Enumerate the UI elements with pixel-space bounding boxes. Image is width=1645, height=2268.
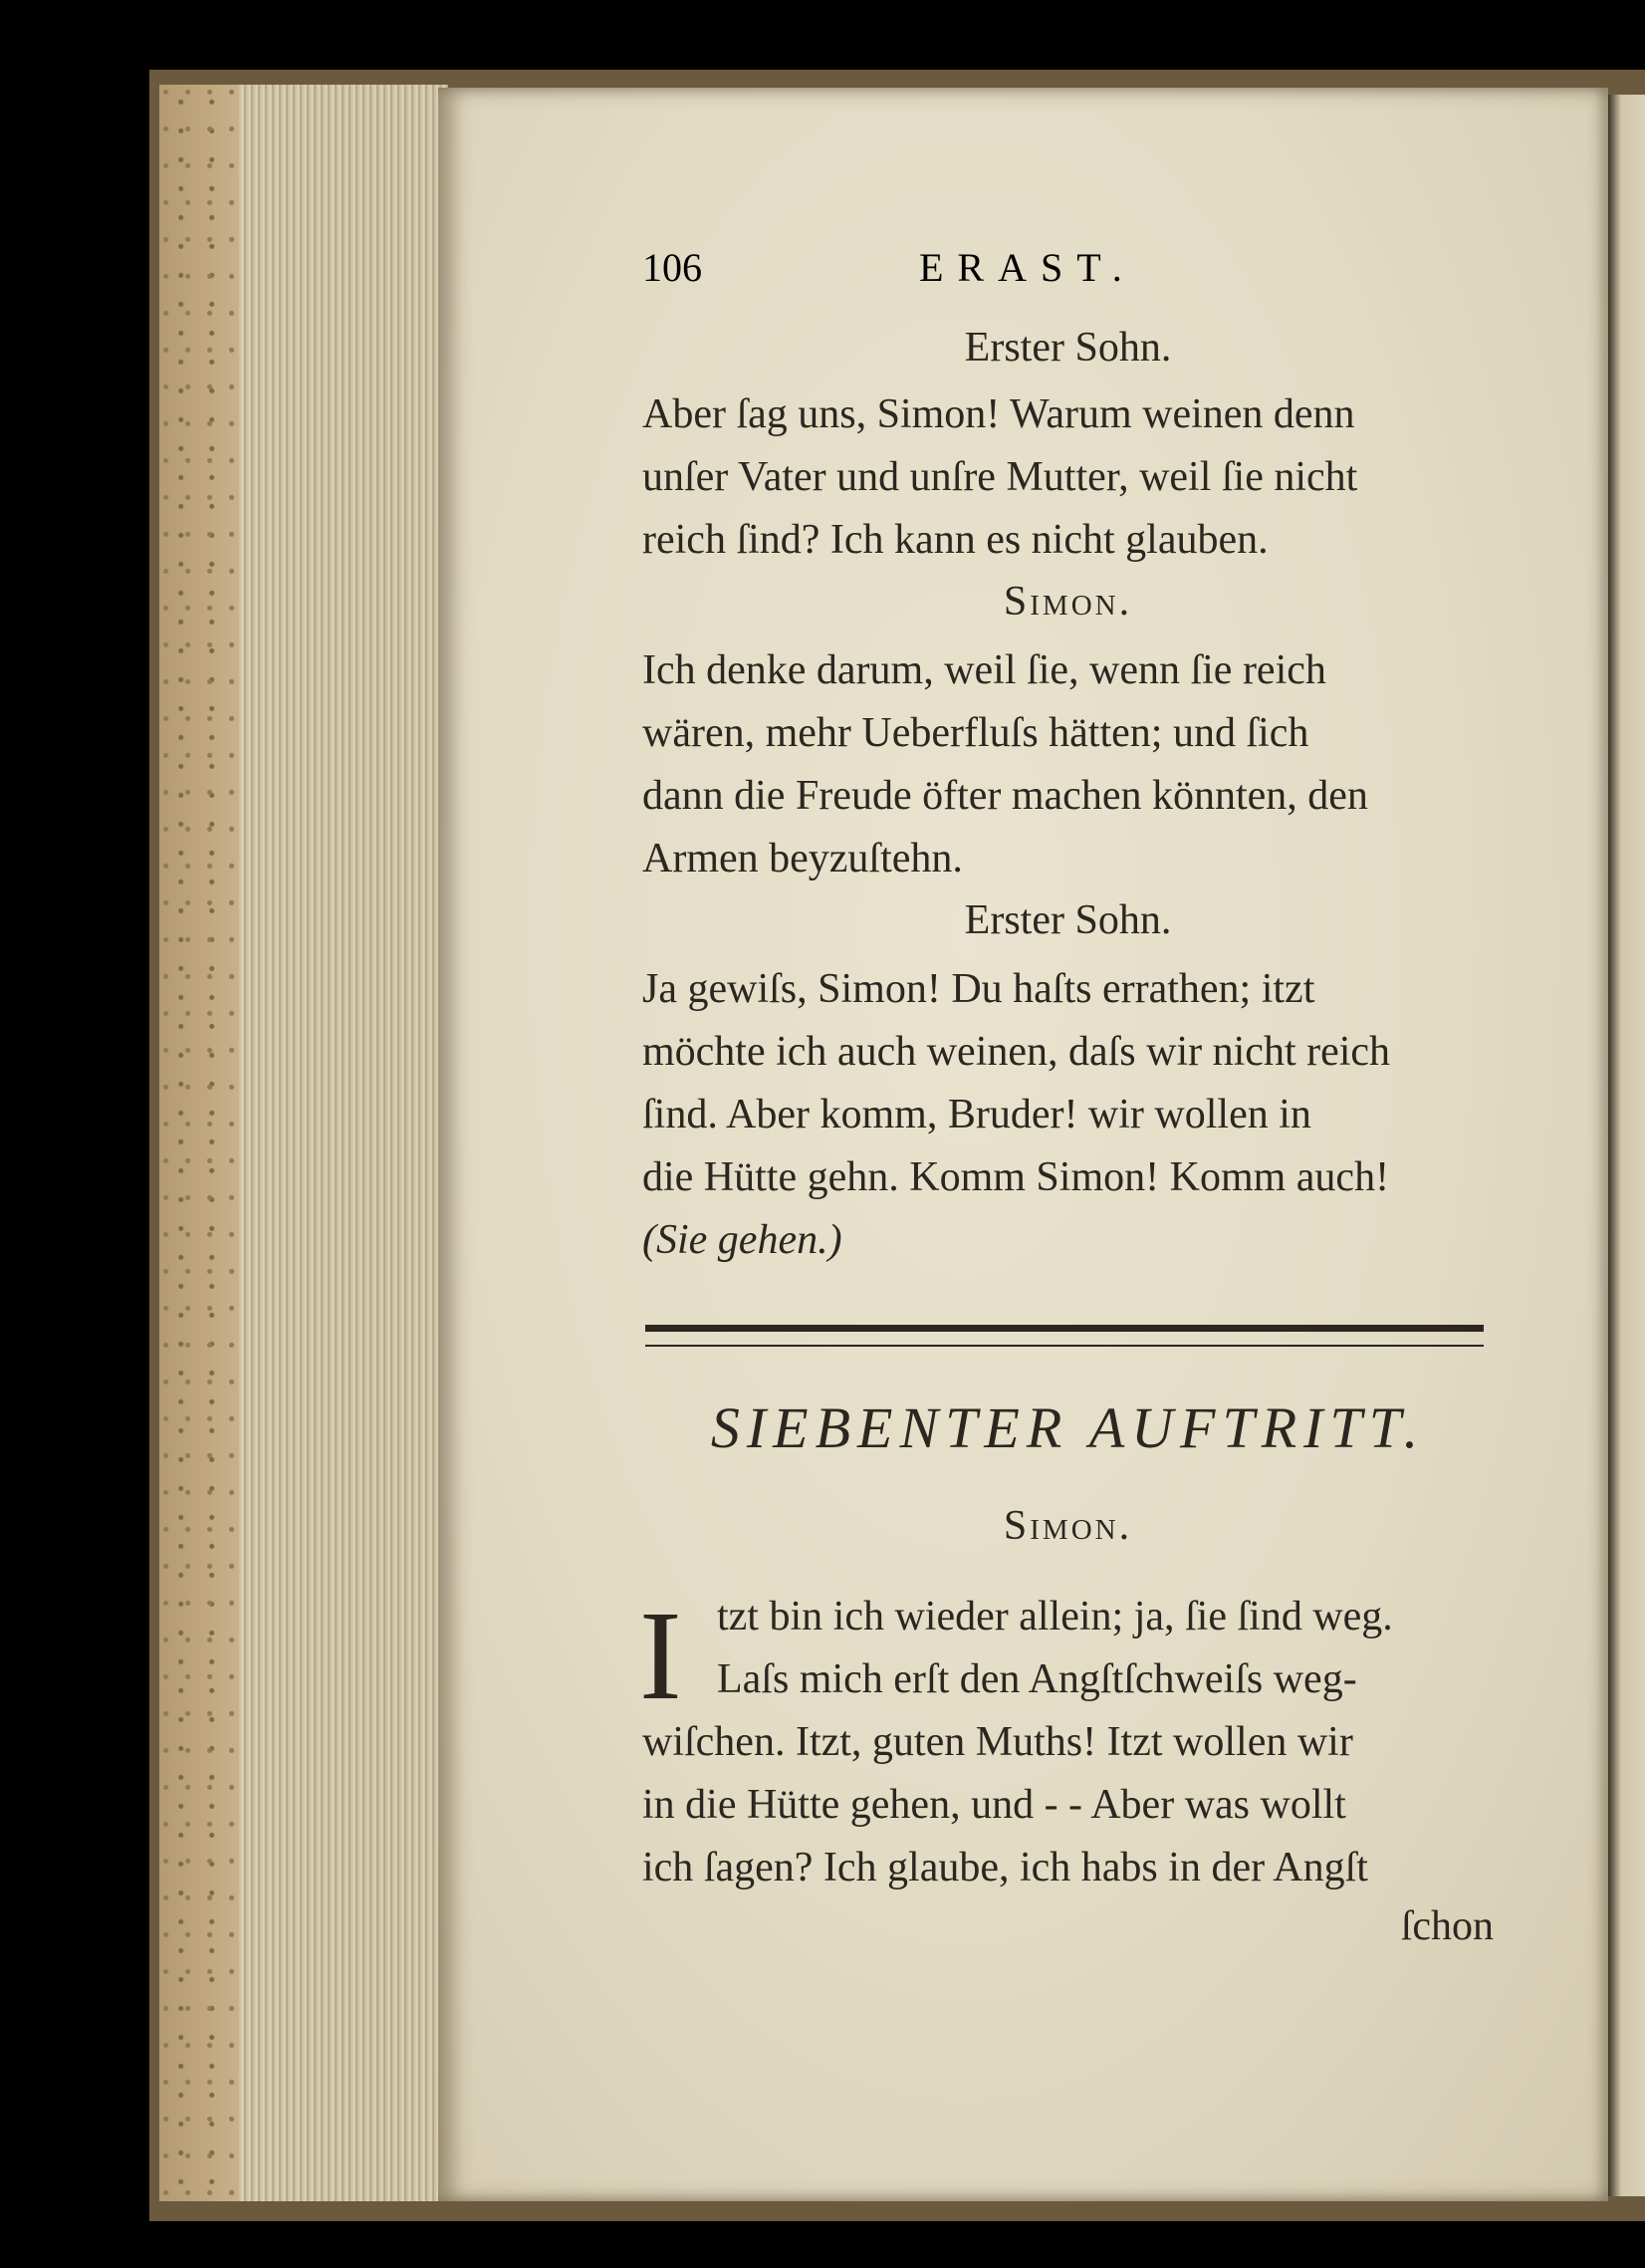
section-rule [645, 1325, 1484, 1347]
text-line: Aber ſag uns, Simon! Warum weinen denn [642, 391, 1355, 437]
text-line: möchte ich auch weinen, daſs wir nicht reich [642, 1029, 1391, 1075]
speaker-first-son-2: Erster Sohn. [964, 897, 1172, 943]
drop-capital: I [639, 1585, 682, 1726]
catchword: ſchon [1400, 1903, 1494, 1949]
text-line: unſer Vater und unſre Mutter, weil ſie nicht [642, 454, 1358, 500]
running-title: ERAST. [919, 245, 1136, 290]
scene-title: SIEBENTER AUFTRITT. [710, 1395, 1426, 1460]
text-line: Armen beyzuſtehn. [642, 836, 963, 882]
text-line: reich ſind? Ich kann es nicht glauben. [642, 517, 1269, 563]
text-line: wären, mehr Ueberfluſs hätten; und ſich [642, 710, 1309, 756]
page-header [642, 244, 1499, 304]
text-line: Ja gewiſs, Simon! Du haſts errathen; itzt [642, 966, 1315, 1012]
text-line: ſind. Aber komm, Bruder! wir wollen in [642, 1092, 1311, 1137]
text-line: Laſs mich erſt den Angſtſchweiſs weg- [717, 1656, 1357, 1702]
stage-direction: (Sie gehen.) [642, 1217, 842, 1263]
text-line: ich ſagen? Ich glaube, ich habs in der Angſt [642, 1845, 1368, 1890]
text-line: wiſchen. Itzt, guten Muths! Itzt wollen wir [642, 1719, 1353, 1765]
speaker-simon-2: Simon. [1003, 1503, 1133, 1549]
text-line: dann die Freude öfter machen könnten, den [642, 773, 1368, 819]
text-line: Ich denke darum, weil ſie, wenn ſie reich [642, 647, 1326, 693]
text-line: tzt bin ich wieder allein; ja, ſie ſind weg. [717, 1594, 1393, 1639]
speaker-simon-1: Simon. [1003, 579, 1133, 625]
text-line: in die Hütte gehen, und - - Aber was wollt [642, 1782, 1346, 1828]
speaker-first-son-1: Erster Sohn. [964, 325, 1172, 371]
book-cover-edge [159, 85, 239, 2201]
page-number: 106 [642, 245, 702, 290]
facing-page-edge [1608, 95, 1645, 2196]
text-line: die Hütte gehn. Komm Simon! Komm auch! [642, 1154, 1390, 1200]
